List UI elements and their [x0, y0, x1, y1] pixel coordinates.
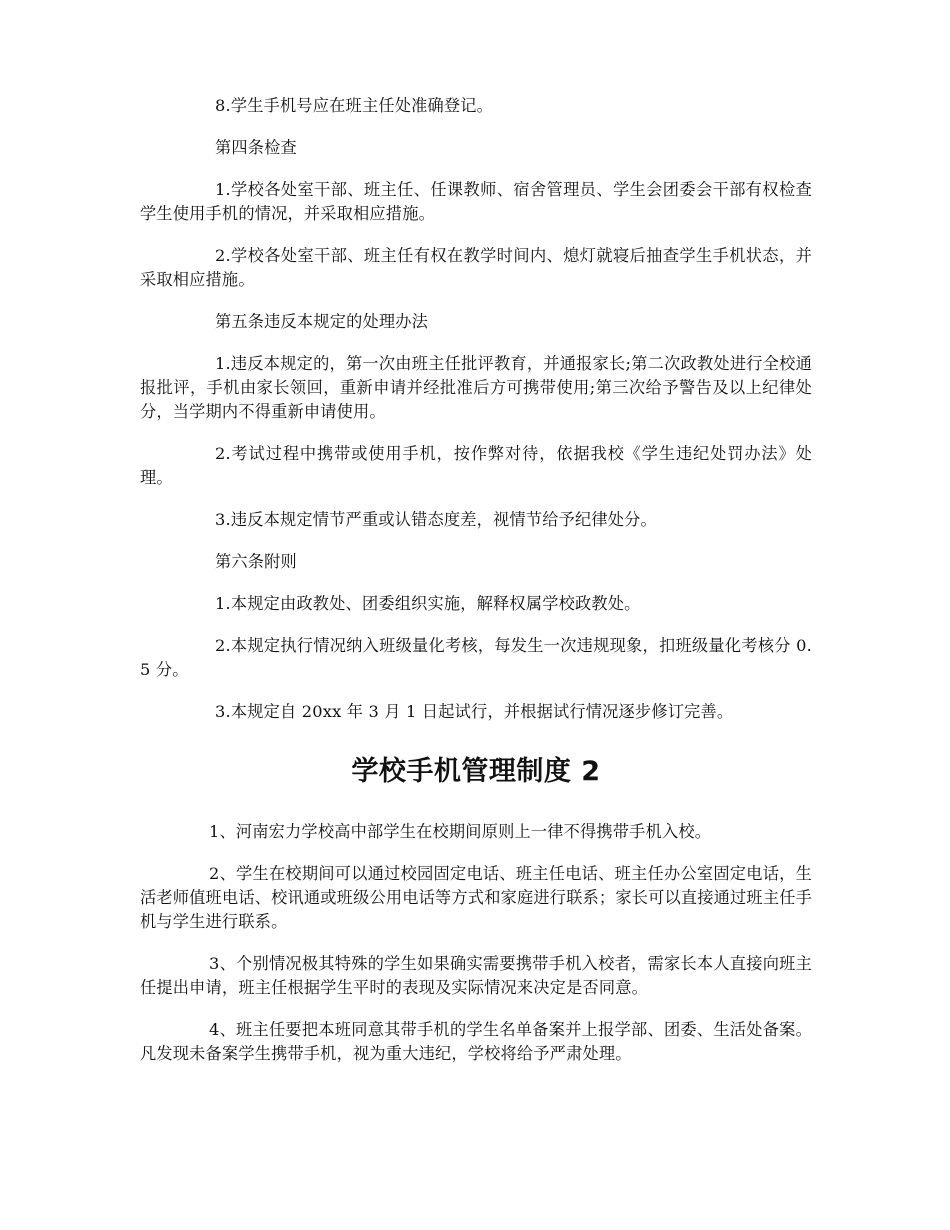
article-6-item-1: 1.本规定由政教处、团委组织实施，解释权属学校政教处。 — [215, 594, 641, 613]
article-5-item-1: 1.违反本规定的，第一次由班主任批评教育，并通报家长;第二次政教处进行全校通报批评，手机由家长领回，重新申请并经批准后方可携带使用;第三次给予警告及以上纪律处分，当学期内不得重新申请使用。 — [140, 354, 812, 421]
article-4-item-2: 2.学校各处室干部、班主任有权在教学时间内、熄灯就寝后抽查学生手机状态，并采取相应措施。 — [140, 246, 812, 289]
article-4-heading: 第四条检查 — [215, 138, 297, 157]
article-5-item-2: 2.考试过程中携带或使用手机，按作弊对待，依据我校《学生违纪处罚办法》处理。 — [140, 444, 812, 487]
section2-item-3: 3、个别情况极其特殊的学生如果确实需要携带手机入校者，需家长本人直接向班主任提出申请，班主任根据学生平时的表现及实际情况来决定是否同意。 — [140, 954, 812, 997]
article-6-item-3: 3.本规定自 20xx 年 3 月 1 日起试行，并根据试行情况逐步修订完善。 — [215, 702, 734, 721]
section2-item-4: 4、班主任要把本班同意其带手机的学生名单备案并上报学部、团委、生活处备案。凡发现未备案学生携带手机，视为重大违纪，学校将给予严肃处理。 — [140, 1020, 812, 1063]
rule-item-8: 8.学生手机号应在班主任处准确登记。 — [215, 96, 494, 115]
article-6-heading: 第六条附则 — [215, 552, 297, 571]
document-page — [140, 94, 812, 1066]
section2-item-1: 1、河南宏力学校高中部学生在校期间原则上一律不得携带手机入校。 — [209, 822, 712, 841]
article-5-heading: 第五条违反本规定的处理办法 — [215, 312, 429, 331]
section-title: 学校手机管理制度 2 — [351, 756, 601, 787]
section2-item-2: 2、学生在校期间可以通过校园固定电话、班主任电话、班主任办公室固定电话，生活老师值班电话、校讯通或班级公用电话等方式和家庭进行联系；家长可以直接通过班主任手机与学生进行联系。 — [140, 864, 812, 931]
article-4-item-1: 1.学校各处室干部、班主任、任课教师、宿舍管理员、学生会团委会干部有权检查学生使用手机的情况，并采取相应措施。 — [140, 180, 812, 223]
article-6-item-2: 2.本规定执行情况纳入班级量化考核，每发生一次违规现象，扣班级量化考核分 0.5 分。 — [140, 636, 812, 679]
article-5-item-3: 3.违反本规定情节严重或认错态度差，视情节给予纪律处分。 — [215, 510, 657, 529]
